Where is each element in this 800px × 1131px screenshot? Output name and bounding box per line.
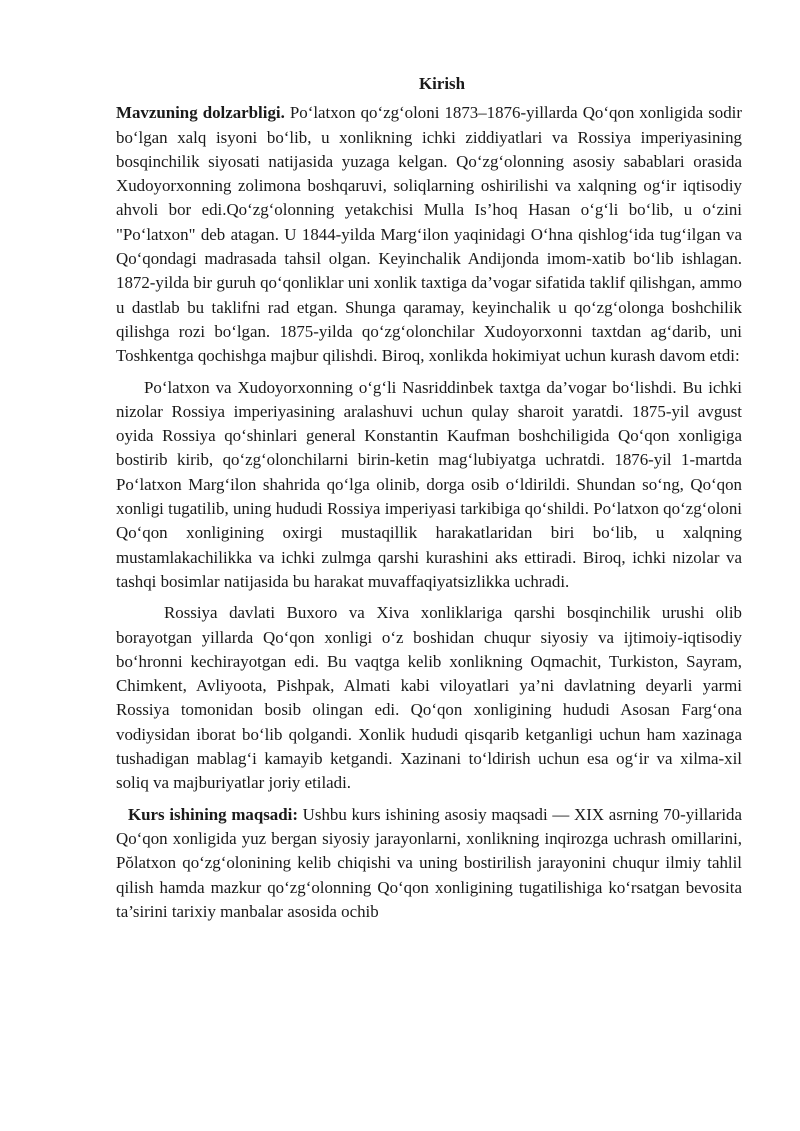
paragraph-lead-relevance: Mavzuning dolzarbligi. (116, 103, 285, 123)
paragraph-uprising-fate (116, 376, 742, 595)
paragraph-text: Po‘latxon va Xudoyorxonning o‘g‘li Nasriddinbek taxtga da’vogar bo‘lishdi. Bu ichki nizolar Rossiya imperiyasining aralashuvi uchun qulay sharoit yaratdi. 1875-yil avgust oyida Rossiya qo‘shinlari general Konstantin Kaufman boshchiligida Qo‘qon xonligiga bostirib kirib, qo‘zg‘olonchilarni birin-ketin mag‘lubiyatga uchratdi. 1876-yil 1-martda Po‘latxon Marg‘ilon shahrida qo‘lga olinib, dorga osib o‘ldirildi. Shundan so‘ng, Qo‘qon xonligi tugatilib, uning hududi Rossiya imperiyasi tarkibiga qo‘shildi. Po‘latxon qo‘zg‘oloni Qo‘qon xonligining oxirgi mustaqillik harakatlaridan biri bo‘lib, u xalqning mustamlakachilikka va ichki zulmga qarshi kurashini aks ettiradi. Biroq, ichki nizolar va tashqi bosimlar natijasida bu harakat muvaffaqiyatsizlikka uchradi. (116, 377, 742, 591)
paragraph-text: Rossiya davlati Buxoro va Xiva xonliklariga qarshi bosqinchilik urushi olib borayotgan yillarda Qo‘qon xonligi o‘z boshidan chuqur siyosiy va ijtimoiy-iqtisodiy bo‘hronni kechirayotgan edi. Bu vaqtga kelib xonlikning Oqmachit, Turkiston, Sayram, Chimkent, Avliyoota, Pishpak, Almati kabi viloyatlari ya’ni davlatning deyarli yarmi Rossiya tomonidan bosib olingan edi. Qo‘qon xonligining hududi Asosan Farg‘ona vodiysidan iborat bo‘lib qolgandi. Xonlik hududi qisqarib ketganligi uchun ham xazinaga tushadigan mablag‘i kamayib ketgandi. Xazinani to‘ldirish uchun esa og‘ir va xilma-xil soliq va majburiyatlar joriy etiladi. (116, 603, 742, 793)
paragraph-relevance (116, 101, 742, 368)
paragraph-text: Po‘latxon qo‘zg‘oloni 1873–1876-yillarda Qo‘qon xonligida sodir bo‘lgan xalq isyoni bo‘lib, u xonlikning ichki ziddiyatlari va Rossiya imperiyasining bosqinchilik siyosati natijasida yuzaga kelgan. Qo‘zg‘olonning asosiy sabablari orasida Xudoyorxonning zolimona boshqaruvi, soliqlarning oshirilishi va xalqning og‘ir iqtisodiy ahvoli bor edi.Qo‘zg‘olonning yetakchisi Mulla Is’hoq Hasan o‘g‘li bo‘lib, u o‘zini "Po‘latxon" deb atagan. U 1844-yilda Marg‘ilon yaqinidagi O‘hna qishlog‘ida tug‘ilgan va Qo‘qondagi madrasada tahsil olgan. Keyinchalik Andijonda imom-xatib bo‘lib ishlagan. 1872-yilda bir guruh qo‘qonliklar uni xonlik taxtiga da’vogar sifatida taklif qilishgan, ammo u dastlab bu taklifni rad etgan. Shunga qaramay, keyinchalik u qo‘zg‘olonga boshchilik qilishga rozi bo‘lgan. 1875-yilda qo‘zg‘olonchilar Xudoyorxonni taxtdan ag‘darib, uni Toshkentga qochishga majbur qilishdi. Biroq, xonlikda hokimiyat uchun kurash davom etdi: (116, 103, 742, 366)
page-title: Kirish (419, 74, 465, 93)
paragraph-lead-goal: Kurs ishining maqsadi: (128, 804, 298, 824)
paragraph-text: Ushbu kurs ishining asosiy maqsadi — XIX asrning 70-yillarida Qo‘qon xonligida yuz bergan siyosiy jarayonlarni, xonlikning inqirozga uchrash omillarini, Pŏlatxon qo‘zg‘olonining kelib chiqishi va uning bostirilish jarayonini chuqur ilmiy tahlil qilish hamda mazkur qo‘zg‘olonning Qo‘qon xonligining tugatilishiga ko‘rsatgan bevosita ta’sirini tarixiy manbalar asosida ochib (116, 804, 742, 921)
paragraph-khanate-crisis (116, 601, 742, 795)
document-body (116, 72, 742, 924)
paragraph-course-goal (116, 803, 742, 924)
